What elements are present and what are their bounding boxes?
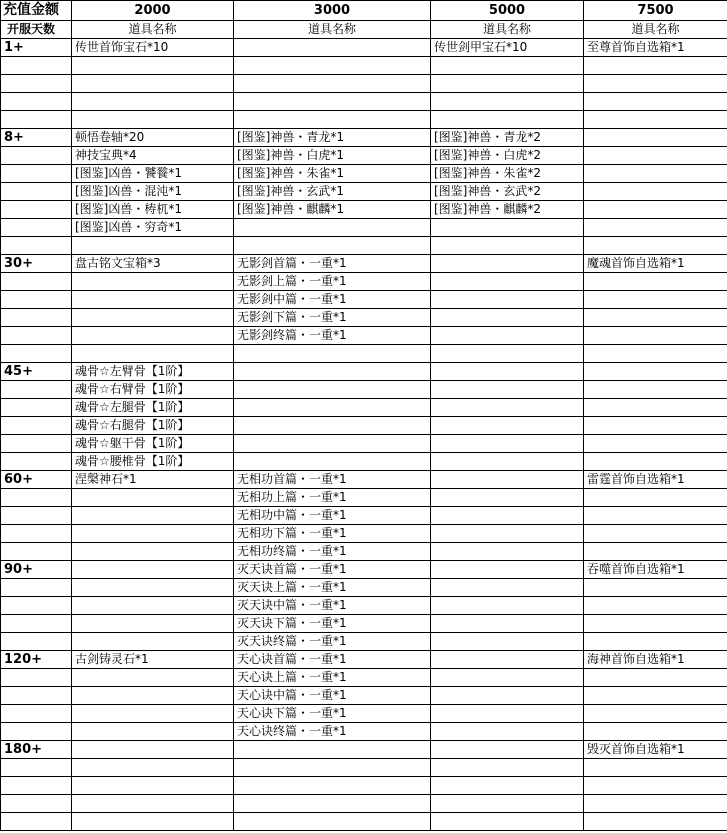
item-cell: 传世首饰宝石*10: [72, 39, 234, 57]
item-cell: 无影剑下篇・一重*1: [234, 309, 431, 327]
table-row: [1, 381, 727, 399]
recharge-amount-label: 充值金额: [1, 1, 72, 21]
open-day-cell: [1, 669, 72, 687]
open-day-cell: [1, 453, 72, 471]
item-cell: 魂骨☆躯干骨【1阶】: [72, 435, 234, 453]
item-cell: [584, 795, 727, 813]
item-cell: [584, 111, 727, 129]
item-cell: [431, 435, 584, 453]
item-cell: [584, 165, 727, 183]
item-cell: [584, 399, 727, 417]
item-cell: [431, 795, 584, 813]
item-cell: [431, 471, 584, 489]
header-sub-row: [1, 21, 727, 39]
item-cell: [72, 111, 234, 129]
item-cell: [72, 813, 234, 831]
item-cell: [584, 615, 727, 633]
item-cell: 无影剑上篇・一重*1: [234, 273, 431, 291]
item-cell: [图鉴]神兽・白虎*2: [431, 147, 584, 165]
open-day-cell: 8+: [1, 129, 72, 147]
item-cell: [584, 381, 727, 399]
item-cell: [234, 93, 431, 111]
open-day-cell: [1, 57, 72, 75]
item-cell: [431, 687, 584, 705]
item-cell: 灭天诀下篇・一重*1: [234, 615, 431, 633]
item-cell: [431, 723, 584, 741]
table-row: [1, 363, 727, 381]
item-cell: [图鉴]神兽・青龙*1: [234, 129, 431, 147]
amount-3000: 3000: [234, 1, 431, 21]
item-cell: [72, 633, 234, 651]
item-cell: [584, 543, 727, 561]
item-cell: [234, 57, 431, 75]
open-day-cell: [1, 381, 72, 399]
item-cell: [图鉴]神兽・白虎*1: [234, 147, 431, 165]
item-cell: 魔魂首饰自选箱*1: [584, 255, 727, 273]
open-day-cell: 120+: [1, 651, 72, 669]
table-row: [1, 813, 727, 831]
item-cell: 无影剑首篇・一重*1: [234, 255, 431, 273]
item-cell: [234, 453, 431, 471]
item-cell: 顿悟卷轴*20: [72, 129, 234, 147]
item-cell: [584, 417, 727, 435]
item-cell: [72, 597, 234, 615]
item-cell: 吞噬首饰自选箱*1: [584, 561, 727, 579]
item-cell: [431, 705, 584, 723]
item-cell: [584, 687, 727, 705]
item-cell: 至尊首饰自选箱*1: [584, 39, 727, 57]
item-cell: [431, 417, 584, 435]
table-row: [1, 489, 727, 507]
open-day-cell: [1, 345, 72, 363]
item-cell: [图鉴]神兽・麒麟*1: [234, 201, 431, 219]
open-day-cell: [1, 93, 72, 111]
item-cell: [72, 705, 234, 723]
table-row: [1, 525, 727, 543]
item-cell: [234, 741, 431, 759]
item-cell: [图鉴]凶兽・饕餮*1: [72, 165, 234, 183]
item-cell: [584, 183, 727, 201]
item-cell: 传世剑甲宝石*10: [431, 39, 584, 57]
item-cell: [72, 687, 234, 705]
item-cell: [584, 453, 727, 471]
item-cell: [584, 93, 727, 111]
open-day-cell: [1, 201, 72, 219]
open-day-cell: [1, 291, 72, 309]
item-cell: [431, 669, 584, 687]
item-cell: [431, 453, 584, 471]
table-row: [1, 399, 727, 417]
item-cell: [图鉴]凶兽・穷奇*1: [72, 219, 234, 237]
item-cell: [72, 579, 234, 597]
table-row: [1, 669, 727, 687]
table-row: [1, 291, 727, 309]
table-row: [1, 561, 727, 579]
item-cell: [584, 507, 727, 525]
table-row: [1, 111, 727, 129]
table-row: [1, 597, 727, 615]
item-cell: [431, 741, 584, 759]
item-cell: 天心诀终篇・一重*1: [234, 723, 431, 741]
item-name-header: 道具名称: [234, 21, 431, 39]
item-cell: [图鉴]凶兽・梼杌*1: [72, 201, 234, 219]
open-day-cell: [1, 309, 72, 327]
table-row: [1, 705, 727, 723]
table-row: [1, 741, 727, 759]
item-cell: [431, 561, 584, 579]
table-row: [1, 147, 727, 165]
item-cell: [584, 669, 727, 687]
open-day-cell: 1+: [1, 39, 72, 57]
item-cell: [584, 219, 727, 237]
item-cell: [431, 345, 584, 363]
item-cell: [584, 57, 727, 75]
open-day-cell: [1, 273, 72, 291]
table-row: [1, 759, 727, 777]
item-cell: [431, 507, 584, 525]
table-row: [1, 129, 727, 147]
item-cell: [584, 633, 727, 651]
item-cell: [584, 723, 727, 741]
open-day-cell: [1, 489, 72, 507]
item-cell: 天心诀下篇・一重*1: [234, 705, 431, 723]
item-cell: [234, 111, 431, 129]
item-cell: [431, 489, 584, 507]
table-row: [1, 579, 727, 597]
table-row: [1, 507, 727, 525]
item-cell: 无相功上篇・一重*1: [234, 489, 431, 507]
open-day-cell: 60+: [1, 471, 72, 489]
item-cell: [234, 777, 431, 795]
item-cell: [72, 759, 234, 777]
table-row: [1, 471, 727, 489]
table-row: [1, 219, 727, 237]
open-day-cell: [1, 507, 72, 525]
item-cell: [584, 75, 727, 93]
table-row: [1, 615, 727, 633]
open-day-cell: [1, 327, 72, 345]
open-day-cell: [1, 723, 72, 741]
item-cell: [431, 525, 584, 543]
item-cell: [72, 309, 234, 327]
item-cell: [72, 615, 234, 633]
item-cell: 无相功中篇・一重*1: [234, 507, 431, 525]
table-row: [1, 417, 727, 435]
open-day-cell: [1, 237, 72, 255]
open-day-cell: [1, 183, 72, 201]
item-cell: [72, 327, 234, 345]
open-day-cell: [1, 543, 72, 561]
item-cell: [584, 579, 727, 597]
item-cell: [72, 75, 234, 93]
item-cell: [431, 777, 584, 795]
item-cell: 魂骨☆左腿骨【1阶】: [72, 399, 234, 417]
item-cell: [234, 219, 431, 237]
item-cell: [431, 399, 584, 417]
item-cell: [72, 57, 234, 75]
item-cell: [584, 525, 727, 543]
item-cell: 无相功首篇・一重*1: [234, 471, 431, 489]
table-row: [1, 309, 727, 327]
table-row: [1, 327, 727, 345]
item-cell: 魂骨☆右腿骨【1阶】: [72, 417, 234, 435]
table-row: [1, 543, 727, 561]
open-day-cell: [1, 579, 72, 597]
item-cell: [234, 237, 431, 255]
table-row: [1, 795, 727, 813]
item-name-header: 道具名称: [431, 21, 584, 39]
item-cell: [431, 111, 584, 129]
open-day-cell: [1, 759, 72, 777]
table-row: [1, 237, 727, 255]
item-cell: 无相功终篇・一重*1: [234, 543, 431, 561]
item-cell: [234, 759, 431, 777]
item-cell: [584, 759, 727, 777]
item-cell: 海神首饰自选箱*1: [584, 651, 727, 669]
item-cell: [431, 381, 584, 399]
item-cell: [584, 363, 727, 381]
open-day-cell: [1, 705, 72, 723]
item-cell: [72, 489, 234, 507]
item-cell: [431, 57, 584, 75]
item-cell: [图鉴]神兽・朱雀*1: [234, 165, 431, 183]
item-cell: [584, 201, 727, 219]
table-row: [1, 687, 727, 705]
item-cell: 无影剑中篇・一重*1: [234, 291, 431, 309]
item-cell: 灭天诀上篇・一重*1: [234, 579, 431, 597]
item-cell: 古剑铸灵石*1: [72, 651, 234, 669]
item-cell: [431, 327, 584, 345]
item-cell: [图鉴]神兽・青龙*2: [431, 129, 584, 147]
item-cell: [72, 93, 234, 111]
item-cell: [234, 363, 431, 381]
open-day-cell: 180+: [1, 741, 72, 759]
item-cell: [431, 759, 584, 777]
open-day-cell: [1, 813, 72, 831]
item-cell: [234, 345, 431, 363]
item-cell: [584, 273, 727, 291]
open-day-cell: [1, 777, 72, 795]
open-day-cell: [1, 399, 72, 417]
open-day-cell: [1, 687, 72, 705]
table-row: [1, 651, 727, 669]
table-row: [1, 57, 727, 75]
item-cell: [584, 147, 727, 165]
open-day-cell: [1, 147, 72, 165]
item-cell: [图鉴]神兽・朱雀*2: [431, 165, 584, 183]
item-cell: 天心诀中篇・一重*1: [234, 687, 431, 705]
item-cell: [431, 75, 584, 93]
table-row: [1, 201, 727, 219]
open-day-cell: [1, 417, 72, 435]
item-cell: 神技宝典*4: [72, 147, 234, 165]
open-day-cell: 30+: [1, 255, 72, 273]
item-cell: [234, 381, 431, 399]
table-row: [1, 633, 727, 651]
item-cell: [584, 237, 727, 255]
open-day-cell: [1, 795, 72, 813]
item-cell: [图鉴]凶兽・混沌*1: [72, 183, 234, 201]
item-cell: 盘古铭文宝箱*3: [72, 255, 234, 273]
item-cell: [72, 777, 234, 795]
open-day-cell: [1, 111, 72, 129]
item-cell: [431, 291, 584, 309]
item-cell: [72, 795, 234, 813]
item-cell: [431, 309, 584, 327]
item-cell: [584, 291, 727, 309]
open-days-label: 开服天数: [1, 21, 72, 39]
item-cell: [72, 669, 234, 687]
open-day-cell: [1, 615, 72, 633]
table-row: [1, 93, 727, 111]
item-cell: [72, 723, 234, 741]
item-cell: [431, 543, 584, 561]
item-cell: [图鉴]神兽・麒麟*2: [431, 201, 584, 219]
item-cell: [431, 273, 584, 291]
item-cell: [584, 327, 727, 345]
item-cell: [234, 417, 431, 435]
item-cell: [431, 615, 584, 633]
table-row: [1, 165, 727, 183]
item-cell: [234, 435, 431, 453]
item-cell: [图鉴]神兽・玄武*2: [431, 183, 584, 201]
table-row: [1, 345, 727, 363]
item-cell: 无影剑终篇・一重*1: [234, 327, 431, 345]
table-row: [1, 255, 727, 273]
open-day-cell: [1, 597, 72, 615]
item-cell: [584, 813, 727, 831]
item-cell: [72, 291, 234, 309]
table-row: [1, 39, 727, 57]
item-cell: 雷霆首饰自选箱*1: [584, 471, 727, 489]
open-day-cell: [1, 525, 72, 543]
item-cell: [584, 435, 727, 453]
table-body: [1, 39, 727, 831]
item-cell: [584, 777, 727, 795]
item-cell: [584, 345, 727, 363]
table-row: [1, 777, 727, 795]
item-cell: [72, 543, 234, 561]
item-name-header: 道具名称: [584, 21, 727, 39]
table-row: [1, 435, 727, 453]
header-amount-row: [1, 1, 727, 21]
item-cell: [234, 813, 431, 831]
item-cell: [431, 651, 584, 669]
item-cell: 毁灭首饰自选箱*1: [584, 741, 727, 759]
item-cell: 魂骨☆左臂骨【1阶】: [72, 363, 234, 381]
item-cell: 天心诀首篇・一重*1: [234, 651, 431, 669]
item-cell: [234, 399, 431, 417]
item-cell: [584, 489, 727, 507]
item-cell: 灭天诀终篇・一重*1: [234, 633, 431, 651]
table-row: [1, 723, 727, 741]
amount-2000: 2000: [72, 1, 234, 21]
table-row: [1, 273, 727, 291]
table-row: [1, 453, 727, 471]
amount-7500: 7500: [584, 1, 727, 21]
item-cell: [72, 741, 234, 759]
item-cell: [72, 237, 234, 255]
item-cell: [431, 579, 584, 597]
item-cell: 涅槃神石*1: [72, 471, 234, 489]
item-cell: [431, 219, 584, 237]
open-day-cell: 45+: [1, 363, 72, 381]
item-cell: [431, 813, 584, 831]
item-cell: [72, 273, 234, 291]
item-cell: 灭天诀首篇・一重*1: [234, 561, 431, 579]
item-cell: [72, 561, 234, 579]
table-row: [1, 75, 727, 93]
item-cell: [72, 507, 234, 525]
item-cell: [431, 237, 584, 255]
item-cell: 无相功下篇・一重*1: [234, 525, 431, 543]
item-cell: [234, 75, 431, 93]
item-cell: [431, 255, 584, 273]
item-cell: [图鉴]神兽・玄武*1: [234, 183, 431, 201]
item-cell: 魂骨☆腰椎骨【1阶】: [72, 453, 234, 471]
item-cell: [72, 345, 234, 363]
table-row: [1, 183, 727, 201]
item-cell: [584, 309, 727, 327]
item-cell: [72, 525, 234, 543]
item-cell: [234, 795, 431, 813]
amount-5000: 5000: [431, 1, 584, 21]
item-cell: [584, 597, 727, 615]
item-cell: [431, 93, 584, 111]
item-cell: 魂骨☆右臂骨【1阶】: [72, 381, 234, 399]
item-name-header: 道具名称: [72, 21, 234, 39]
open-day-cell: [1, 435, 72, 453]
item-cell: [584, 129, 727, 147]
item-cell: [431, 597, 584, 615]
item-cell: [431, 633, 584, 651]
item-cell: [234, 39, 431, 57]
open-day-cell: [1, 219, 72, 237]
open-day-cell: [1, 165, 72, 183]
item-cell: 天心诀上篇・一重*1: [234, 669, 431, 687]
item-cell: [431, 363, 584, 381]
open-day-cell: [1, 633, 72, 651]
item-cell: 灭天诀中篇・一重*1: [234, 597, 431, 615]
open-day-cell: [1, 75, 72, 93]
item-cell: [584, 705, 727, 723]
open-day-cell: 90+: [1, 561, 72, 579]
